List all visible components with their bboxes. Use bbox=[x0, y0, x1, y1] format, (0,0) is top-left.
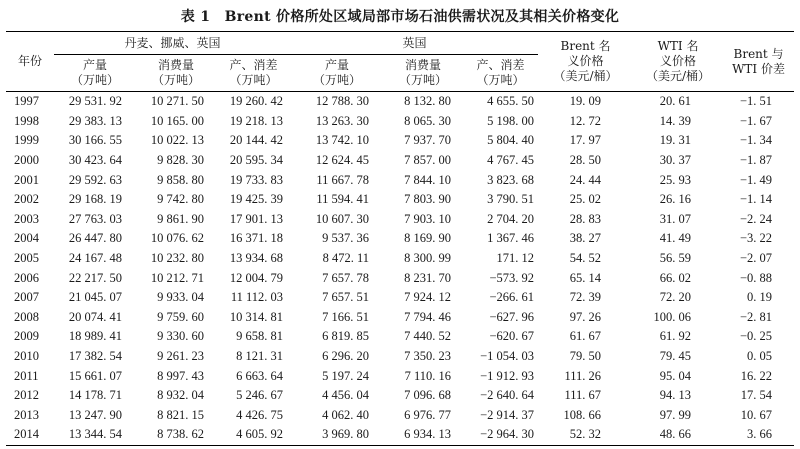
cell-g1-consumption: 9 742. 80 bbox=[157, 192, 204, 207]
table-row bbox=[6, 151, 794, 171]
cell-uk-consumption: 8 231. 70 bbox=[404, 270, 452, 285]
cell-uk-gap: −2 914. 37 bbox=[480, 407, 535, 422]
cell-g1-production: 18 989. 41 bbox=[68, 329, 122, 344]
cell-g1-gap: 16 371. 18 bbox=[229, 231, 284, 246]
cell-g1-production: 30 423. 64 bbox=[68, 153, 122, 168]
cell-uk-consumption: 7 350. 23 bbox=[404, 349, 452, 364]
cell-g1-gap: 11 112. 03 bbox=[230, 290, 284, 305]
cell-uk-production: 11 667. 78 bbox=[316, 172, 370, 187]
table-row bbox=[6, 131, 794, 151]
cell-spread: −1. 67 bbox=[739, 113, 773, 128]
cell-brent-price: 65. 14 bbox=[569, 270, 602, 285]
cell-g1-production: 22 217. 50 bbox=[68, 270, 122, 285]
cell-uk-gap: 3 790. 51 bbox=[487, 192, 535, 207]
cell-wti-price: 72. 20 bbox=[659, 290, 692, 305]
cell-spread: 10. 67 bbox=[740, 407, 773, 422]
cell-brent-price: 17. 97 bbox=[569, 133, 602, 148]
cell-year: 2005 bbox=[14, 251, 39, 266]
cell-brent-price: 38. 27 bbox=[569, 231, 602, 246]
header-brent-wti-spread: Brent 与 WTI 价差 bbox=[723, 32, 794, 92]
cell-g1-gap: 20 144. 42 bbox=[229, 133, 284, 148]
cell-brent-price: 25. 02 bbox=[569, 192, 602, 207]
cell-g1-gap: 19 425. 39 bbox=[229, 192, 284, 207]
cell-g1-consumption: 10 076. 62 bbox=[150, 231, 204, 246]
cell-spread: −1. 14 bbox=[739, 192, 773, 207]
table-row bbox=[6, 288, 794, 308]
table-row bbox=[6, 347, 794, 367]
cell-uk-production: 6 819. 85 bbox=[322, 329, 370, 344]
cell-uk-consumption: 7 937. 70 bbox=[404, 133, 452, 148]
cell-uk-gap: −266. 61 bbox=[489, 290, 535, 305]
cell-year: 2007 bbox=[14, 290, 39, 305]
cell-uk-production: 7 657. 51 bbox=[322, 290, 370, 305]
cell-g1-production: 13 247. 90 bbox=[68, 407, 122, 422]
cell-g1-gap: 10 314. 81 bbox=[229, 309, 284, 324]
cell-uk-consumption: 7 857. 00 bbox=[404, 153, 452, 168]
cell-year: 2002 bbox=[14, 192, 39, 207]
cell-uk-production: 5 197. 24 bbox=[322, 368, 370, 383]
cell-year: 2014 bbox=[6, 425, 54, 445]
cell-g1-gap: 6 663. 64 bbox=[236, 368, 284, 383]
cell-uk-production: 7 657. 78 bbox=[322, 270, 370, 285]
cell-uk-consumption: 6 976. 77 bbox=[404, 407, 452, 422]
cell-uk-gap: −620. 67 bbox=[489, 329, 535, 344]
cell-uk-gap: 171. 12 bbox=[496, 251, 535, 266]
cell-g1-consumption: 9 759. 60 bbox=[157, 309, 204, 324]
cell-g1-consumption: 10 165. 00 bbox=[150, 113, 204, 128]
cell-g1-gap: 19 733. 83 bbox=[229, 172, 284, 187]
table-row bbox=[6, 327, 794, 347]
table-row bbox=[6, 366, 794, 386]
cell-brent-price: 19. 09 bbox=[569, 94, 602, 109]
cell-g1-production: 13 344. 54 bbox=[54, 425, 136, 445]
cell-brent-price: 24. 44 bbox=[569, 172, 602, 187]
cell-uk-gap: 1 367. 46 bbox=[487, 231, 535, 246]
cell-wti-price: 100. 06 bbox=[653, 309, 692, 324]
cell-uk-gap: −2 964. 30 bbox=[463, 425, 538, 445]
cell-brent-price: 52. 32 bbox=[538, 425, 633, 445]
cell-spread: −1. 49 bbox=[739, 172, 773, 187]
cell-g1-gap: 19 260. 42 bbox=[229, 94, 284, 109]
cell-uk-consumption: 7 096. 68 bbox=[404, 388, 452, 403]
cell-year: 1997 bbox=[14, 94, 39, 109]
cell-brent-price: 111. 26 bbox=[564, 368, 602, 383]
cell-g1-consumption: 10 212. 71 bbox=[150, 270, 204, 285]
cell-g1-gap: 17 901. 13 bbox=[229, 211, 284, 226]
cell-uk-consumption: 7 440. 52 bbox=[404, 329, 452, 344]
cell-g1-gap: 19 218. 13 bbox=[229, 113, 284, 128]
cell-spread: −2. 07 bbox=[739, 251, 773, 266]
cell-brent-price: 108. 66 bbox=[563, 407, 602, 422]
header-brent-price: Brent 名 义价格 （美元/桶） bbox=[538, 32, 633, 92]
cell-wti-price: 25. 93 bbox=[659, 172, 692, 187]
table-row bbox=[6, 170, 794, 190]
cell-spread: 0. 19 bbox=[747, 290, 773, 305]
cell-spread: −1. 87 bbox=[739, 153, 773, 168]
cell-g1-production: 24 167. 48 bbox=[68, 251, 122, 266]
cell-brent-price: 54. 52 bbox=[569, 251, 602, 266]
cell-g1-gap: 13 934. 68 bbox=[229, 251, 284, 266]
cell-wti-price: 56. 59 bbox=[659, 251, 692, 266]
cell-wti-price: 95. 04 bbox=[659, 368, 692, 383]
cell-brent-price: 97. 26 bbox=[569, 309, 602, 324]
cell-year: 2013 bbox=[14, 407, 39, 422]
cell-uk-production: 13 263. 30 bbox=[315, 113, 370, 128]
cell-uk-consumption: 7 110. 16 bbox=[404, 368, 452, 383]
cell-brent-price: 72. 39 bbox=[569, 290, 602, 305]
cell-g1-consumption: 10 022. 13 bbox=[150, 133, 204, 148]
cell-uk-gap: −627. 96 bbox=[489, 309, 535, 324]
cell-brent-price: 79. 50 bbox=[569, 349, 602, 364]
cell-uk-production: 8 472. 11 bbox=[322, 251, 370, 266]
cell-uk-production: 6 296. 20 bbox=[322, 349, 370, 364]
cell-uk-consumption: 7 903. 10 bbox=[404, 211, 452, 226]
cell-uk-consumption: 8 300. 99 bbox=[404, 251, 452, 266]
cell-uk-gap: −1 054. 03 bbox=[480, 349, 535, 364]
cell-uk-production: 11 594. 41 bbox=[316, 192, 370, 207]
cell-spread: 0. 05 bbox=[747, 349, 773, 364]
cell-wti-price: 61. 92 bbox=[659, 329, 692, 344]
cell-year: 1999 bbox=[14, 133, 39, 148]
header-g1-gap: 产、消差 （万吨） bbox=[216, 55, 291, 92]
cell-g1-gap: 5 246. 67 bbox=[236, 388, 284, 403]
table-row bbox=[6, 92, 794, 112]
table-row bbox=[6, 308, 794, 328]
cell-g1-consumption: 8 738. 62 bbox=[136, 425, 216, 445]
cell-uk-consumption: 7 794. 46 bbox=[404, 309, 452, 324]
cell-g1-production: 29 168. 19 bbox=[68, 192, 122, 207]
cell-wti-price: 31. 07 bbox=[659, 211, 692, 226]
cell-g1-production: 27 763. 03 bbox=[68, 211, 122, 226]
header-g1-consumption: 消费量 （万吨） bbox=[136, 55, 216, 92]
cell-spread: −1. 51 bbox=[739, 94, 773, 109]
cell-g1-production: 29 383. 13 bbox=[68, 113, 122, 128]
cell-brent-price: 111. 67 bbox=[564, 388, 602, 403]
cell-wti-price: 79. 45 bbox=[659, 349, 692, 364]
cell-year: 2003 bbox=[14, 211, 39, 226]
table-row bbox=[6, 229, 794, 249]
cell-g1-gap: 9 658. 81 bbox=[236, 329, 284, 344]
cell-year: 2006 bbox=[14, 270, 39, 285]
table-body bbox=[6, 92, 794, 446]
cell-year: 1998 bbox=[14, 113, 39, 128]
cell-uk-production: 12 788. 30 bbox=[315, 94, 370, 109]
table-row bbox=[6, 190, 794, 210]
cell-uk-gap: 4 655. 50 bbox=[487, 94, 535, 109]
cell-g1-consumption: 10 232. 80 bbox=[150, 251, 204, 266]
table-row bbox=[6, 268, 794, 288]
cell-uk-consumption: 8 132. 80 bbox=[404, 94, 452, 109]
cell-uk-production: 12 624. 45 bbox=[315, 153, 370, 168]
cell-g1-consumption: 8 932. 04 bbox=[157, 388, 204, 403]
cell-wti-price: 30. 37 bbox=[659, 153, 692, 168]
cell-year: 2004 bbox=[14, 231, 39, 246]
cell-uk-gap: −1 912. 93 bbox=[480, 368, 535, 383]
cell-uk-production: 3 969. 80 bbox=[291, 425, 383, 445]
cell-spread: −1. 34 bbox=[739, 133, 773, 148]
cell-wti-price: 94. 13 bbox=[659, 388, 692, 403]
cell-spread: −3. 22 bbox=[739, 231, 773, 246]
cell-wti-price: 19. 31 bbox=[659, 133, 692, 148]
cell-g1-production: 29 592. 63 bbox=[68, 172, 122, 187]
cell-year: 2011 bbox=[14, 368, 39, 383]
cell-g1-production: 30 166. 55 bbox=[68, 133, 122, 148]
header-group-uk: 英国 bbox=[291, 32, 538, 55]
cell-year: 2001 bbox=[14, 172, 39, 187]
cell-g1-production: 15 661. 07 bbox=[68, 368, 122, 383]
cell-year: 2008 bbox=[14, 309, 39, 324]
cell-year: 2009 bbox=[14, 329, 39, 344]
cell-uk-gap: 4 767. 45 bbox=[487, 153, 535, 168]
header-year: 年份 bbox=[6, 32, 54, 92]
cell-spread: −2. 81 bbox=[739, 309, 773, 324]
header-g1-production: 产量 （万吨） bbox=[54, 55, 136, 92]
cell-uk-production: 4 062. 40 bbox=[322, 407, 370, 422]
table-row bbox=[6, 249, 794, 269]
table-caption: 表 1 Brent 价格所处区域局部市场石油供需状况及其相关价格变化 bbox=[180, 9, 620, 25]
cell-wti-price: 20. 61 bbox=[659, 94, 692, 109]
cell-g1-gap: 4 605. 92 bbox=[216, 425, 291, 445]
cell-brent-price: 61. 67 bbox=[569, 329, 602, 344]
table-row bbox=[6, 386, 794, 406]
cell-g1-gap: 8 121. 31 bbox=[236, 349, 284, 364]
cell-g1-consumption: 10 271. 50 bbox=[150, 94, 204, 109]
cell-year: 2010 bbox=[14, 349, 39, 364]
cell-g1-production: 20 074. 41 bbox=[68, 309, 122, 324]
oil-supply-price-table bbox=[6, 31, 794, 446]
table-row bbox=[6, 210, 794, 230]
cell-spread: −2. 24 bbox=[739, 211, 773, 226]
cell-uk-gap: 5 198. 00 bbox=[487, 113, 535, 128]
cell-uk-consumption: 8 065. 30 bbox=[404, 113, 452, 128]
header-uk-production: 产量 （万吨） bbox=[291, 55, 383, 92]
cell-spread: 3. 66 bbox=[723, 425, 794, 445]
cell-wti-price: 48. 66 bbox=[633, 425, 723, 445]
table-row bbox=[6, 112, 794, 132]
cell-year: 2012 bbox=[14, 388, 39, 403]
cell-g1-consumption: 8 997. 43 bbox=[157, 368, 204, 383]
header-uk-gap: 产、消差 （万吨） bbox=[463, 55, 538, 92]
cell-wti-price: 41. 49 bbox=[659, 231, 692, 246]
cell-wti-price: 66. 02 bbox=[659, 270, 692, 285]
cell-spread: 16. 22 bbox=[740, 368, 773, 383]
cell-uk-production: 13 742. 10 bbox=[315, 133, 370, 148]
cell-g1-consumption: 9 330. 60 bbox=[157, 329, 204, 344]
header-wti-price: WTI 名 义价格 （美元/桶） bbox=[633, 32, 723, 92]
cell-g1-gap: 20 595. 34 bbox=[229, 153, 284, 168]
cell-spread: −0. 25 bbox=[739, 329, 773, 344]
cell-spread: 17. 54 bbox=[740, 388, 773, 403]
header-uk-consumption: 消费量 （万吨） bbox=[383, 55, 463, 92]
cell-uk-consumption: 7 844. 10 bbox=[404, 172, 452, 187]
cell-uk-consumption: 6 934. 13 bbox=[383, 425, 463, 445]
cell-uk-gap: 3 823. 68 bbox=[487, 172, 535, 187]
cell-g1-consumption: 9 261. 23 bbox=[157, 349, 204, 364]
cell-wti-price: 14. 39 bbox=[659, 113, 692, 128]
cell-uk-production: 4 456. 04 bbox=[322, 388, 370, 403]
cell-uk-production: 10 607. 30 bbox=[315, 211, 370, 226]
cell-uk-production: 7 166. 51 bbox=[322, 309, 370, 324]
cell-g1-gap: 4 426. 75 bbox=[236, 407, 284, 422]
cell-g1-consumption: 8 821. 15 bbox=[157, 407, 204, 422]
cell-wti-price: 26. 16 bbox=[659, 192, 692, 207]
cell-g1-production: 14 178. 71 bbox=[68, 388, 122, 403]
cell-g1-consumption: 9 858. 80 bbox=[157, 172, 204, 187]
cell-uk-consumption: 8 169. 90 bbox=[404, 231, 452, 246]
cell-g1-production: 29 531. 92 bbox=[68, 94, 122, 109]
cell-uk-gap: 2 704. 20 bbox=[487, 211, 535, 226]
cell-spread: −0. 88 bbox=[739, 270, 773, 285]
cell-uk-consumption: 7 803. 90 bbox=[404, 192, 452, 207]
cell-wti-price: 97. 99 bbox=[659, 407, 692, 422]
cell-g1-consumption: 9 933. 04 bbox=[157, 290, 204, 305]
table-row bbox=[6, 406, 794, 426]
cell-brent-price: 28. 83 bbox=[569, 211, 602, 226]
cell-g1-production: 21 045. 07 bbox=[68, 290, 122, 305]
cell-uk-gap: −573. 92 bbox=[489, 270, 535, 285]
cell-g1-consumption: 9 828. 30 bbox=[157, 153, 204, 168]
cell-year: 2000 bbox=[14, 153, 39, 168]
cell-uk-gap: 5 804. 40 bbox=[487, 133, 535, 148]
cell-uk-consumption: 7 924. 12 bbox=[404, 290, 452, 305]
cell-uk-production: 9 537. 36 bbox=[322, 231, 370, 246]
cell-g1-consumption: 9 861. 90 bbox=[157, 211, 204, 226]
cell-brent-price: 28. 50 bbox=[569, 153, 602, 168]
cell-g1-production: 17 382. 54 bbox=[68, 349, 122, 364]
cell-uk-gap: −2 640. 64 bbox=[480, 388, 535, 403]
cell-g1-production: 26 447. 80 bbox=[68, 231, 122, 246]
cell-brent-price: 12. 72 bbox=[569, 113, 602, 128]
table-row bbox=[6, 425, 794, 445]
header-group-dk-no-uk: 丹麦、挪威、英国 bbox=[54, 32, 291, 55]
cell-g1-gap: 12 004. 79 bbox=[229, 270, 284, 285]
